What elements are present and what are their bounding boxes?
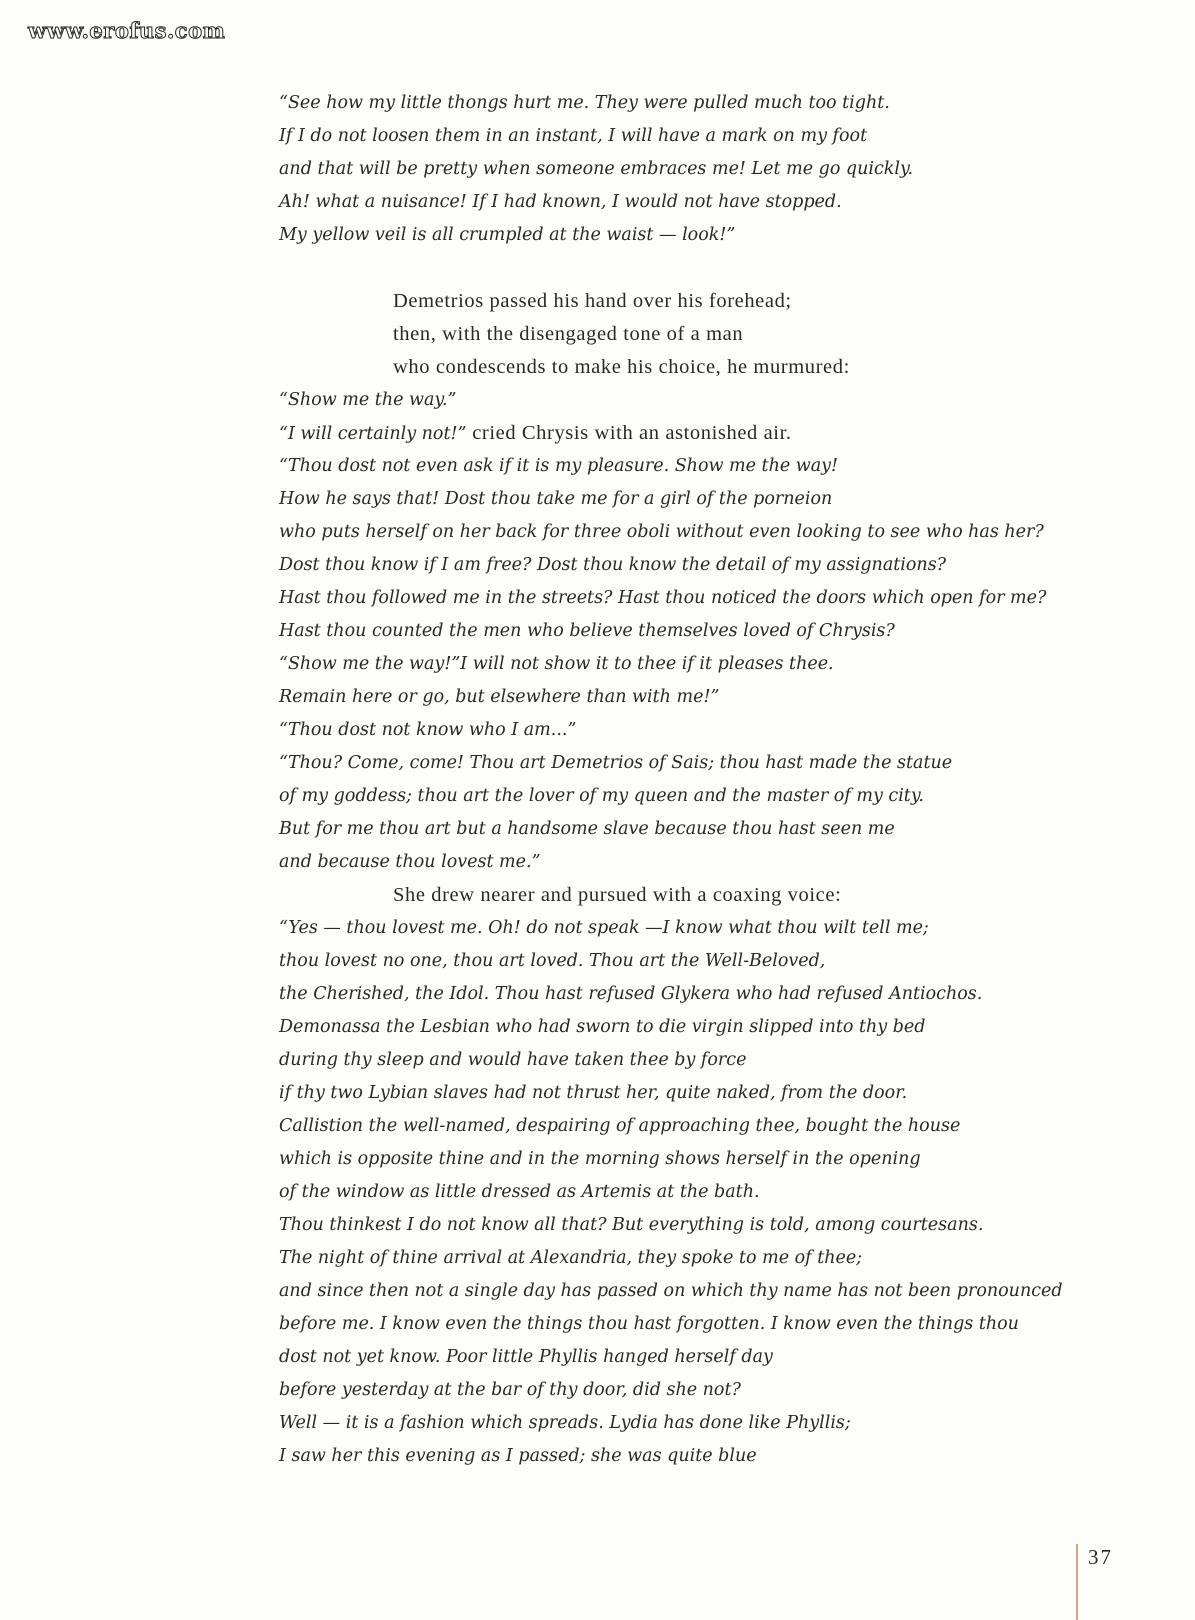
text-line: How he says that! Dost thou take me for a girl of the porneion: [279, 489, 833, 509]
text-line: Demetrios passed his hand over his forehead;: [393, 290, 792, 312]
text-line: But for me thou art but a handsome slave because thou hast seen me: [279, 819, 895, 839]
paragraph-gap: [279, 252, 1059, 285]
text-line: and since then not a single day has passed on which thy name has not been pronounced: [279, 1281, 1063, 1301]
text-line: if thy two Lybian slaves had not thrust her, quite naked, from the door.: [279, 1083, 908, 1103]
text-line: “Thou dost not know who I am...”: [279, 720, 577, 740]
text-line: who puts herself on her back for three oboli without even looking to see who has her?: [279, 522, 1044, 542]
text-line: before yesterday at the bar of thy door, did she not?: [279, 1380, 741, 1400]
page-text: [279, 87, 1063, 1473]
text-line: then, with the disengaged tone of a man: [393, 323, 744, 345]
text-line: during thy sleep and would have taken thee by force: [279, 1050, 747, 1070]
text-line: who condescends to make his choice, he murmured:: [393, 356, 850, 378]
text-line: Thou thinkest I do not know all that? But everything is told, among courtesans.: [279, 1215, 984, 1235]
text-line: dost not yet know. Poor little Phyllis hanged herself day: [279, 1347, 773, 1367]
text-line: [279, 417, 1059, 450]
text-line: of my goddess; thou art the lover of my queen and the master of my city.: [279, 786, 924, 806]
narration: cried Chrysis with an astonished air.: [466, 422, 792, 444]
text-line: thou lovest no one, thou art loved. Thou art the Well-Beloved,: [279, 951, 826, 971]
text-line: Hast thou followed me in the streets? Hast thou noticed the doors which open for me?: [279, 588, 1047, 608]
text-line: “Thou? Come, come! Thou art Demetrios of Sais; thou hast made the statue: [279, 753, 953, 773]
text-line: and that will be pretty when someone embraces me! Let me go quickly.: [279, 159, 914, 179]
text-line: The night of thine arrival at Alexandria, they spoke to me of thee;: [279, 1248, 863, 1268]
page-number-rule: [1076, 1544, 1078, 1620]
text-line: Ah! what a nuisance! If I had known, I would not have stopped.: [279, 192, 842, 212]
page-number: 37: [1088, 1545, 1113, 1569]
text-line: “Show me the way!”I will not show it to thee if it pleases thee.: [279, 654, 834, 674]
text-line: I saw her this evening as I passed; she was quite blue: [279, 1446, 757, 1466]
text-line: “Yes — thou lovest me. Oh! do not speak —I know what thou wilt tell me;: [279, 918, 929, 938]
dialogue-quote: “I will certainly not!”: [279, 424, 467, 444]
text-line: and because thou lovest me.”: [279, 852, 541, 872]
text-line: Dost thou know if I am free? Dost thou know the detail of my assignations?: [279, 555, 947, 575]
text-line: Demonassa the Lesbian who had sworn to die virgin slipped into thy bed: [279, 1017, 926, 1037]
text-line: “Show me the way.”: [279, 390, 457, 410]
text-line: She drew nearer and pursued with a coaxing voice:: [393, 884, 842, 906]
text-line: My yellow veil is all crumpled at the waist — look!”: [279, 225, 736, 245]
text-line: before me. I know even the things thou hast forgotten. I know even the things thou: [279, 1314, 1019, 1334]
text-line: which is opposite thine and in the morning shows herself in the opening: [279, 1149, 921, 1169]
text-line: Remain here or go, but elsewhere than with me!”: [279, 687, 720, 707]
text-line: “See how my little thongs hurt me. They were pulled much too tight.: [279, 93, 890, 113]
text-line: the Cherished, the Idol. Thou hast refused Glykera who had refused Antiochos.: [279, 984, 983, 1004]
text-line: Callistion the well-named, despairing of approaching thee, bought the house: [279, 1116, 961, 1136]
watermark: www.erofus.com: [28, 18, 226, 43]
text-line: Well — it is a fashion which spreads. Lydia has done like Phyllis;: [279, 1413, 851, 1433]
text-line: Hast thou counted the men who believe themselves loved of Chrysis?: [279, 621, 895, 641]
text-line: of the window as little dressed as Artemis at the bath.: [279, 1182, 760, 1202]
text-line: “Thou dost not even ask if it is my pleasure. Show me the way!: [279, 456, 839, 476]
text-line: If I do not loosen them in an instant, I will have a mark on my foot: [279, 126, 868, 146]
